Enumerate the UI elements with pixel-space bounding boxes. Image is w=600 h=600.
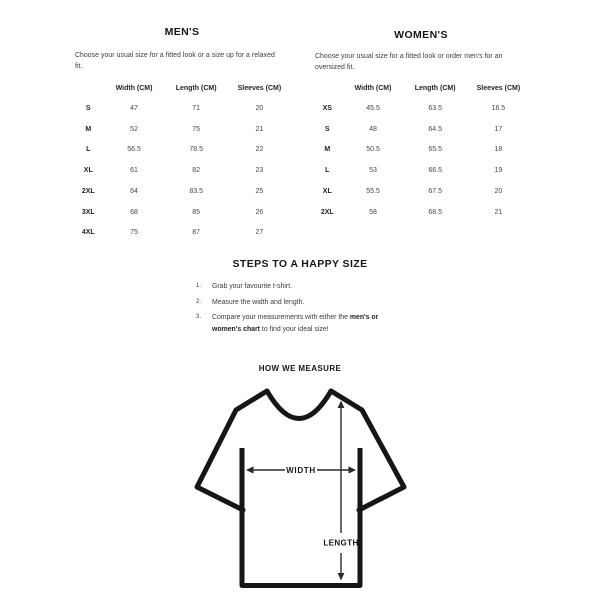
sleeves-column-header: Sleeves (CM): [476, 84, 521, 92]
size-cell: 3XL: [81, 208, 95, 216]
width-cell: 53: [369, 167, 377, 175]
size-cell: XL: [83, 167, 93, 175]
sleeves-cell: 27: [255, 229, 264, 237]
size-row: [312, 98, 530, 119]
width-cell: 55.5: [366, 187, 380, 195]
step-text: [212, 312, 384, 334]
sleeves-cell: 20: [494, 187, 503, 195]
length-cell: 64.5: [428, 125, 442, 133]
width-cell: 56.5: [127, 146, 141, 154]
size-cell: M: [324, 146, 331, 154]
sleeves-cell: 20: [255, 104, 264, 112]
size-cell: S: [85, 104, 91, 112]
size-cell: M: [85, 125, 92, 133]
size-row: [312, 202, 530, 223]
size-column-header: [73, 79, 104, 98]
sleeves-cell: 21: [255, 125, 264, 133]
width-cell: 58: [369, 208, 377, 216]
width-cell: 75: [130, 229, 138, 237]
sleeves-column-header: Sleeves (CM): [237, 84, 282, 92]
size-row: [312, 139, 530, 160]
size-row: [73, 181, 291, 202]
womens-size-table: [312, 79, 530, 223]
width-cell: 47: [130, 104, 138, 112]
mens-title: MEN'S: [164, 26, 200, 38]
size-row: [73, 98, 291, 119]
mens-size-table: [73, 79, 291, 244]
size-column-header: [312, 79, 343, 98]
length-cell: 63.5: [428, 104, 442, 112]
steps-list: [196, 281, 384, 335]
length-cell: 87: [192, 229, 201, 237]
sleeves-cell: 26: [255, 208, 264, 216]
tshirt-diagram: [178, 381, 426, 597]
size-cell: XL: [322, 187, 332, 195]
steps-title: STEPS TO A HAPPY SIZE: [232, 258, 368, 270]
size-cell: S: [324, 125, 330, 133]
length-cell: 75: [192, 125, 201, 133]
size-row: [73, 223, 291, 244]
sleeves-cell: 25: [255, 187, 264, 195]
length-cell: 67.5: [428, 187, 442, 195]
length-arrow: [323, 401, 358, 581]
length-column-header: Length (CM): [414, 84, 456, 92]
size-row: [73, 202, 291, 223]
width-cell: 52: [130, 125, 138, 133]
step-text-plain: to find your ideal size!: [259, 325, 329, 333]
length-cell: 68.5: [428, 208, 442, 216]
size-cell: XS: [322, 104, 332, 112]
step-item: [196, 312, 384, 334]
width-column-header: Width (CM): [115, 84, 153, 92]
length-column-header: Length (CM): [175, 84, 217, 92]
width-cell: 48: [369, 125, 377, 133]
length-cell: 66.5: [428, 167, 442, 175]
sleeves-cell: 19: [494, 167, 503, 175]
step-number: 3.: [196, 314, 202, 321]
length-cell: 78.5: [189, 146, 203, 154]
mens-description: Choose your usual size for a fitted look or a size up for a relaxed fit.: [75, 52, 275, 71]
step-text-plain: Compare your measurements with either the: [212, 314, 350, 322]
step-number: 1.: [196, 283, 202, 289]
tshirt-outline: [197, 391, 404, 586]
size-row: [73, 119, 291, 140]
step-number: 2.: [196, 298, 202, 305]
sleeves-cell: 17: [494, 125, 503, 133]
womens-section: [312, 29, 530, 223]
womens-title: WOMEN'S: [394, 29, 448, 41]
step-text-plain: Measure the width and length.: [212, 298, 305, 306]
sleeves-cell: 21: [494, 208, 503, 216]
womens-header-row: [312, 79, 530, 98]
size-cell: 4XL: [81, 229, 95, 237]
width-cell: 61: [130, 167, 138, 175]
size-row: [73, 139, 291, 160]
step-text: [212, 281, 292, 292]
mens-header-row: [73, 79, 291, 98]
size-cell: L: [325, 167, 330, 175]
size-cell: 2XL: [81, 187, 95, 195]
sleeves-cell: 16.5: [491, 104, 506, 112]
step-text-bold: men's or women's chart: [212, 314, 379, 333]
width-arrow: [246, 466, 356, 475]
width-cell: 64: [130, 187, 138, 195]
length-label: LENGTH: [323, 538, 359, 548]
step-text-plain: Grab your favourite t-shirt.: [212, 283, 293, 290]
sleeves-cell: 22: [255, 146, 264, 154]
mens-section: [73, 26, 291, 243]
steps-section: [0, 258, 600, 339]
sleeves-cell: 23: [255, 167, 264, 175]
size-row: [73, 160, 291, 181]
width-cell: 50.5: [366, 146, 380, 154]
size-row: [312, 181, 530, 202]
length-cell: 85: [192, 208, 201, 216]
length-cell: 71: [192, 104, 201, 112]
step-item: [196, 281, 384, 292]
length-cell: 83.5: [189, 187, 203, 195]
length-cell: 82: [192, 167, 201, 175]
measure-title: HOW WE MEASURE: [258, 364, 342, 373]
womens-description: Choose your usual size for a fitted look or order men's for an oversized fit.: [315, 53, 503, 72]
size-cell: L: [86, 146, 91, 154]
width-column-header: Width (CM): [354, 84, 392, 92]
size-row: [312, 160, 530, 181]
step-text: [212, 297, 304, 308]
width-cell: 68: [130, 208, 138, 216]
width-cell: 45.5: [366, 104, 380, 112]
size-cell: 2XL: [320, 208, 334, 216]
length-cell: 65.5: [428, 146, 442, 154]
size-row: [312, 119, 530, 140]
sleeves-cell: 18: [494, 146, 503, 154]
width-label: WIDTH: [286, 465, 316, 475]
step-item: [196, 297, 384, 308]
